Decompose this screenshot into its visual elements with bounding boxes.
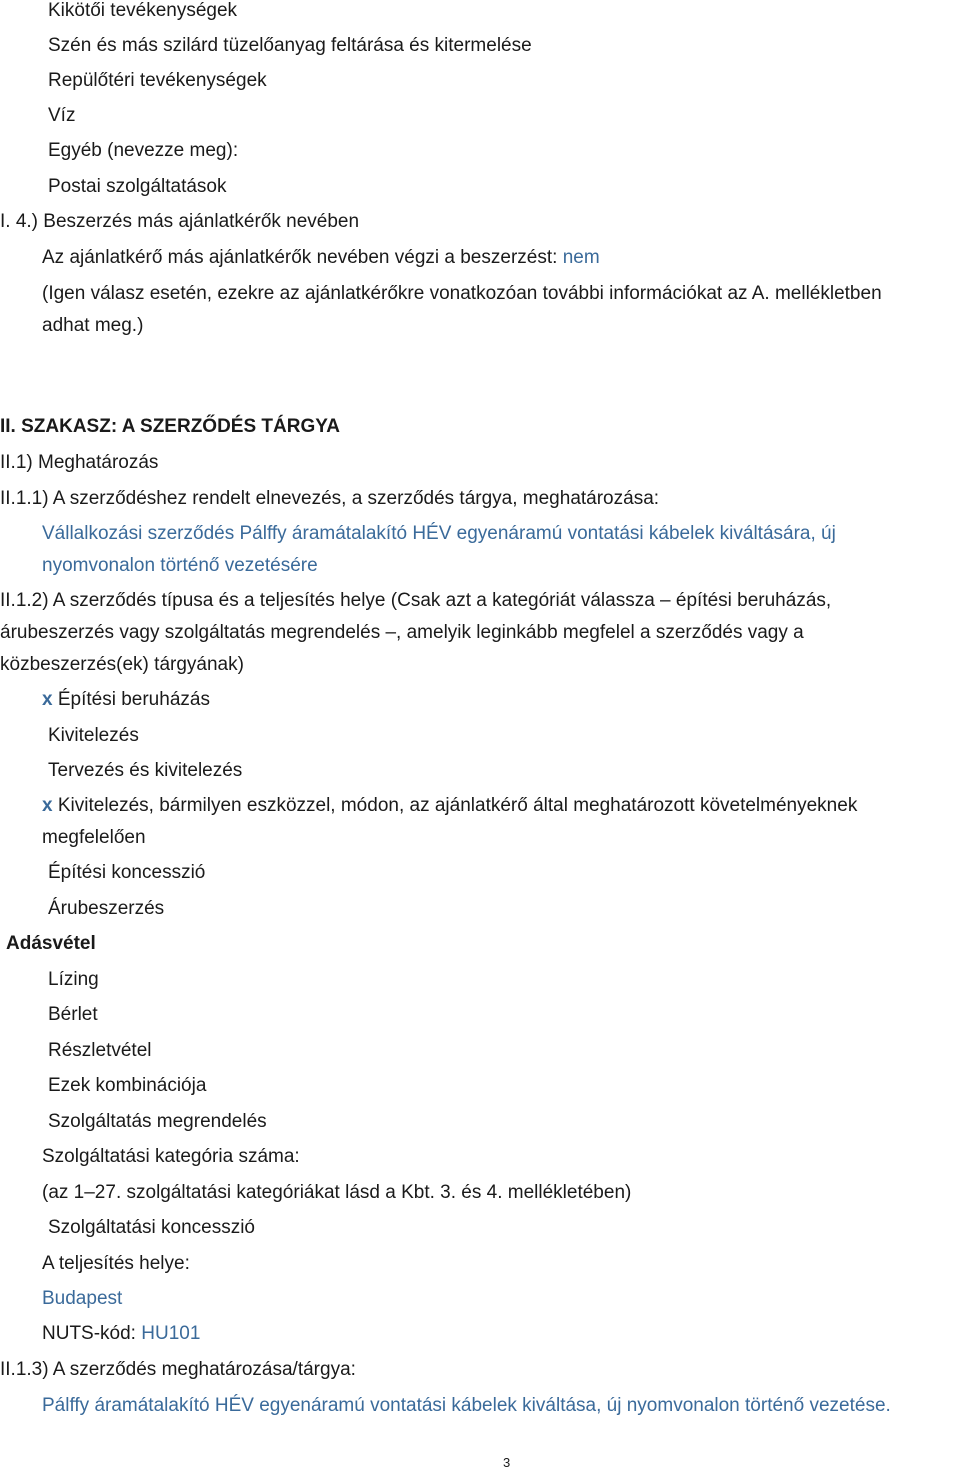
question-ii-1-3: II.1.3) A szerződés meghatározása/tárgya: <box>0 1359 356 1380</box>
szolg-kategoria-note: (az 1–27. szolgáltatási kategóriákat lásd a Kbt. 3. és 4. mellékletében) <box>42 1182 632 1203</box>
option-kivitelezes-barmilyen <box>42 795 857 817</box>
option-berlet: Bérlet <box>48 1004 98 1025</box>
activity-item: Kikötői tevékenységek <box>48 0 238 21</box>
i4-answer: nem <box>562 247 600 268</box>
place-label: A teljesítés helye: <box>42 1253 190 1274</box>
nuts-code <box>42 1323 200 1345</box>
option-kivitelezes: Kivitelezés <box>48 725 139 746</box>
option-epitesi-beruhazas <box>42 689 210 711</box>
option-szolg-koncesszio: Szolgáltatási koncesszió <box>48 1217 255 1238</box>
answer-ii-1-1: nyomvonalon történő vezetésére <box>42 555 318 576</box>
section-ii-title: II. SZAKASZ: A SZERZŐDÉS TÁRGYA <box>0 416 340 437</box>
option-lizing: Lízing <box>48 969 99 990</box>
answer-ii-1-1: Vállalkozási szerződés Pálffy áramátalakító HÉV egyenáramú vontatási kábelek kiváltására, új <box>42 523 836 544</box>
option-kivitelezes-barmilyen-cont: megfelelően <box>42 827 146 848</box>
szolg-kategoria-label: Szolgáltatási kategória száma: <box>42 1146 300 1167</box>
i4-note: (Igen válasz esetén, ezekre az ajánlatkérőkre vonatkozóan további információkat az A. mellékletben <box>42 283 882 304</box>
option-adasvetel: Adásvétel <box>6 933 96 954</box>
activity-item: Repülőtéri tevékenységek <box>48 70 267 91</box>
activity-item: Egyéb (nevezze meg): <box>48 140 239 161</box>
selected-mark: x <box>42 689 53 710</box>
subsection-ii1: II.1) Meghatározás <box>0 452 159 473</box>
option-szolgaltatas: Szolgáltatás megrendelés <box>48 1111 267 1132</box>
option-arubeszerzes: Árubeszerzés <box>48 898 165 919</box>
option-kombinacio: Ezek kombinációja <box>48 1075 207 1096</box>
answer-ii-1-3: Pálffy áramátalakító HÉV egyenáramú vontatási kábelek kiváltása, új nyomvonalon történő vezetése. <box>42 1395 891 1416</box>
activity-item: Postai szolgáltatások <box>48 176 227 197</box>
question-ii-1-2: árubeszerzés vagy szolgáltatás megrendelés –, amelyik leginkább megfelel a szerződés vagy a <box>0 622 804 643</box>
i4-question <box>42 247 600 269</box>
section-i4-heading: I. 4.) Beszerzés más ajánlatkérők nevében <box>0 211 360 232</box>
option-label: Építési beruházás <box>57 689 210 710</box>
option-reszletvetel: Részletvétel <box>48 1040 152 1061</box>
selected-mark: x <box>42 795 53 816</box>
page-number: 3 <box>503 1455 511 1470</box>
question-ii-1-2: II.1.2) A szerződés típusa és a teljesítés helye (Csak azt a kategóriát válassza – építési beruházás, <box>0 590 832 611</box>
option-tervezes: Tervezés és kivitelezés <box>48 760 243 781</box>
nuts-value: HU101 <box>141 1323 201 1344</box>
question-ii-1-2: közbeszerzés(ek) tárgyának) <box>0 654 244 675</box>
option-epitesi-koncesszio: Építési koncesszió <box>48 862 206 883</box>
nuts-label: NUTS-kód: <box>42 1323 136 1344</box>
question-ii-1-1: II.1.1) A szerződéshez rendelt elnevezés, a szerződés tárgya, meghatározása: <box>0 488 660 509</box>
activity-item: Víz <box>48 105 76 126</box>
option-label: Kivitelezés, bármilyen eszközzel, módon, az ajánlatkérő által meghatározott követelményeknek <box>57 795 858 816</box>
place-value: Budapest <box>42 1288 123 1309</box>
activity-item: Szén és más szilárd tüzelőanyag feltárása és kitermelése <box>48 35 532 56</box>
i4-question-text: Az ajánlatkérő más ajánlatkérők nevében végzi a beszerzést: <box>42 247 558 268</box>
i4-note: adhat meg.) <box>42 315 144 336</box>
